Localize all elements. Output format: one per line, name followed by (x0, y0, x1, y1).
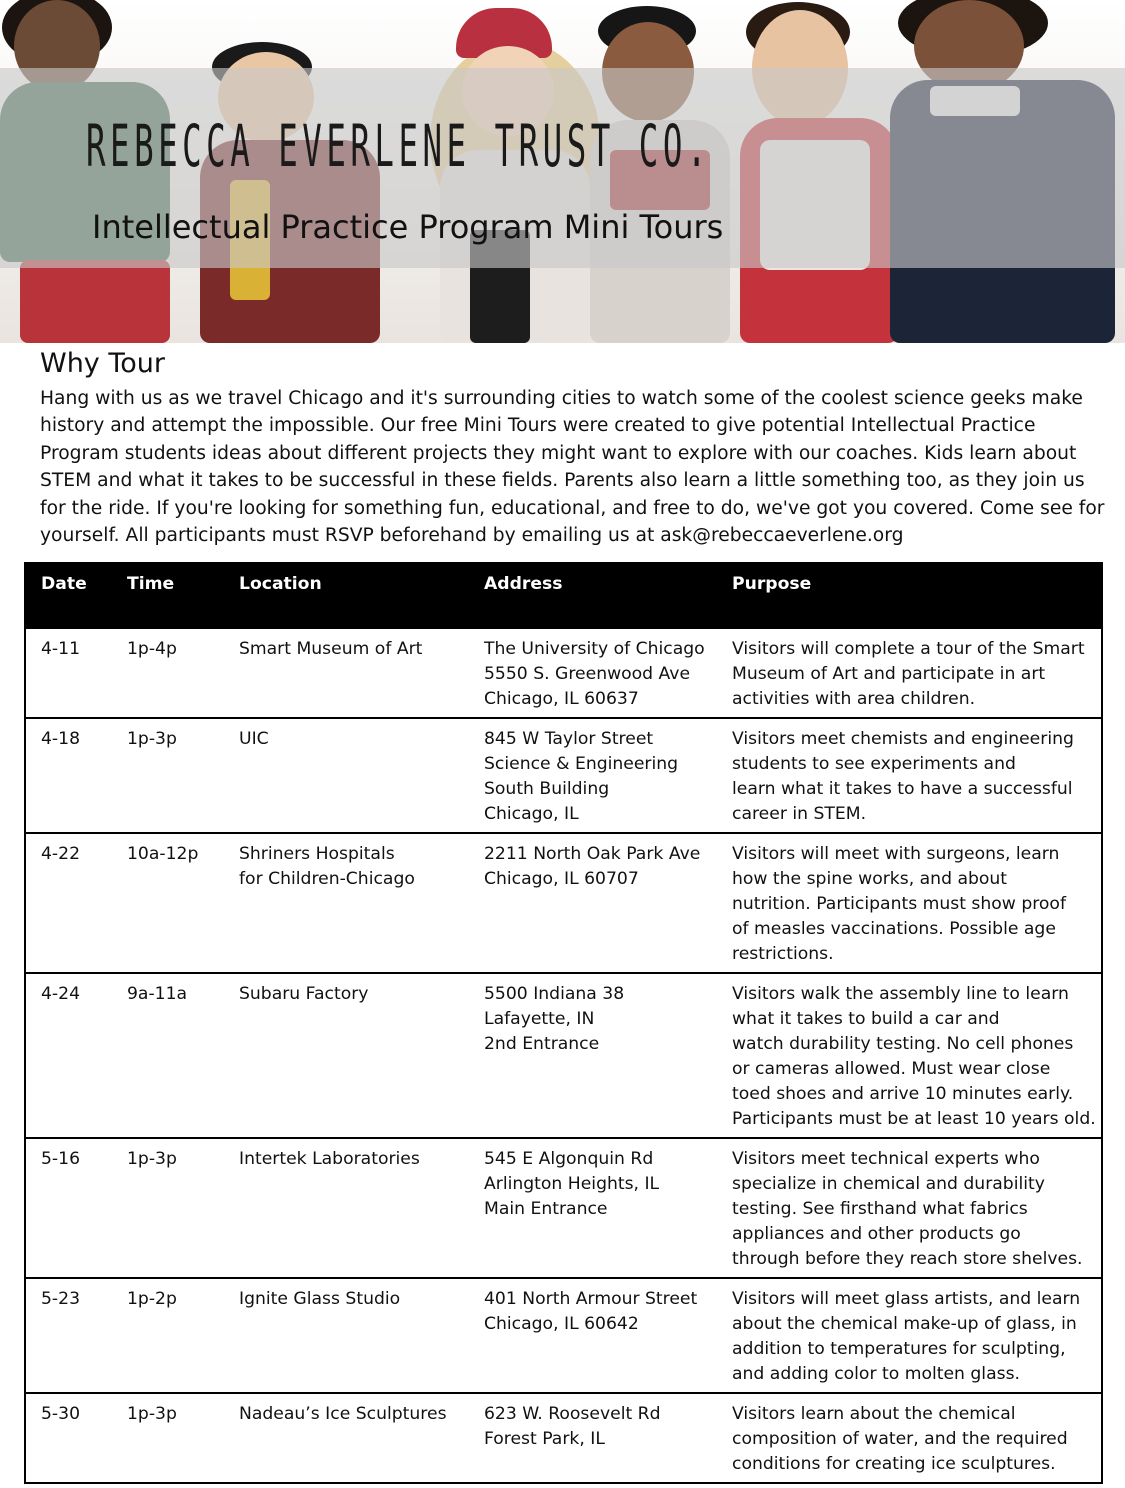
table-row (25, 628, 1102, 718)
tour-schedule-table (24, 562, 1103, 1484)
section-title: Why Tour (40, 348, 166, 379)
column-header-address: Address (469, 562, 717, 628)
cell-address-line: Lafayette, IN (484, 1009, 595, 1029)
cell-time: 1p-2p (112, 1278, 224, 1393)
cell-purpose-line: activities with area children. (732, 689, 976, 709)
cell-address-line: 623 W. Roosevelt Rd (484, 1404, 661, 1424)
cell-address (469, 973, 717, 1138)
cell-date: 5-23 (25, 1278, 112, 1393)
cell-purpose-line: toed shoes and arrive 10 minutes early. (732, 1084, 1074, 1104)
header-banner (0, 0, 1125, 343)
cell-purpose-line: Participants must be at least 10 years old. (732, 1109, 1096, 1129)
cell-purpose-line: about the chemical make-up of glass, in (732, 1314, 1077, 1334)
cell-time: 10a-12p (112, 833, 224, 973)
cell-address-line: Main Entrance (484, 1199, 608, 1219)
cell-purpose-line: students to see experiments and (732, 754, 1016, 774)
cell-location (224, 718, 469, 833)
cell-purpose-line: conditions for creating ice sculptures. (732, 1454, 1056, 1474)
cell-time: 1p-4p (112, 628, 224, 718)
cell-location-line: Subaru Factory (239, 984, 369, 1004)
cell-purpose-line: or cameras allowed. Must wear close (732, 1059, 1051, 1079)
cell-address (469, 628, 717, 718)
column-header-time: Time (112, 562, 224, 628)
cell-location (224, 1393, 469, 1483)
cell-purpose (717, 1278, 1102, 1393)
cell-address-line: Chicago, IL 60642 (484, 1314, 639, 1334)
cell-purpose (717, 718, 1102, 833)
cell-purpose (717, 1138, 1102, 1278)
cell-purpose-line: Visitors learn about the chemical (732, 1404, 1016, 1424)
intro-paragraph: Hang with us as we travel Chicago and it's surrounding cities to watch some of the coolest science geeks make history and attempt the impossible. Our free Mini Tours were created to give potential Intellectual Practice Program students ideas about different projects they might want to explore with our coaches. Kids learn about STEM and what it takes to be successful in these fields. Parents also learn a little something too, as they join us for the ride. If you're looking for something fun, educational, and free to do, we've got you covered. Come see for yourself. All participants must RSVP beforehand by emailing us at ask@rebeccaeverlene.org (40, 388, 1105, 547)
cell-purpose-line: specialize in chemical and durability (732, 1174, 1045, 1194)
cell-purpose-line: restrictions. (732, 944, 834, 964)
cell-location-line: Intertek Laboratories (239, 1149, 420, 1169)
cell-location (224, 973, 469, 1138)
cell-address-line: Chicago, IL 60707 (484, 869, 639, 889)
cell-location-line: for Children-Chicago (239, 869, 415, 889)
cell-address (469, 1393, 717, 1483)
cell-address-line: 401 North Armour Street (484, 1289, 698, 1309)
cell-address-line: 2211 North Oak Park Ave (484, 844, 701, 864)
page-subtitle: Intellectual Practice Program Mini Tours (92, 208, 724, 246)
cell-time: 1p-3p (112, 718, 224, 833)
cell-purpose-line: Visitors will meet glass artists, and learn (732, 1289, 1081, 1309)
cell-address-line: 2nd Entrance (484, 1034, 600, 1054)
table-row (25, 1278, 1102, 1393)
table-body (25, 628, 1102, 1483)
column-header-location: Location (224, 562, 469, 628)
cell-purpose-line: career in STEM. (732, 804, 867, 824)
cell-location (224, 833, 469, 973)
cell-purpose-line: learn what it takes to have a successful (732, 779, 1073, 799)
table-row (25, 718, 1102, 833)
cell-date: 5-16 (25, 1138, 112, 1278)
cell-purpose-line: composition of water, and the required (732, 1429, 1068, 1449)
cell-address-line: Arlington Heights, IL (484, 1174, 660, 1194)
cell-purpose-line: watch durability testing. No cell phones (732, 1034, 1074, 1054)
cell-location (224, 628, 469, 718)
cell-location (224, 1278, 469, 1393)
cell-address-line: Chicago, IL (484, 804, 579, 824)
cell-address (469, 718, 717, 833)
table-row (25, 1393, 1102, 1483)
cell-purpose-line: Visitors walk the assembly line to learn (732, 984, 1069, 1004)
cell-purpose-line: how the spine works, and about (732, 869, 1008, 889)
cell-address-line: 545 E Algonquin Rd (484, 1149, 654, 1169)
cell-location-line: Smart Museum of Art (239, 639, 423, 659)
cell-purpose-line: nutrition. Participants must show proof (732, 894, 1066, 914)
brand-title: REBECCA EVERLENE TRUST CO. (86, 112, 711, 180)
column-header-purpose: Purpose (717, 562, 1102, 628)
table-row (25, 833, 1102, 973)
cell-purpose (717, 973, 1102, 1138)
cell-purpose-line: testing. See firsthand what fabrics (732, 1199, 1028, 1219)
cell-address (469, 1138, 717, 1278)
cell-address-line: 845 W Taylor Street (484, 729, 654, 749)
cell-address-line: 5550 S. Greenwood Ave (484, 664, 691, 684)
cell-purpose-line: what it takes to build a car and (732, 1009, 1000, 1029)
cell-location-line: Nadeau’s Ice Sculptures (239, 1404, 447, 1424)
cell-purpose-line: appliances and other products go (732, 1224, 1021, 1244)
table-header-row (25, 562, 1102, 628)
cell-time: 1p-3p (112, 1138, 224, 1278)
cell-purpose-line: Museum of Art and participate in art (732, 664, 1046, 684)
cell-address-line: 5500 Indiana 38 (484, 984, 625, 1004)
cell-address (469, 1278, 717, 1393)
cell-time: 1p-3p (112, 1393, 224, 1483)
cell-purpose-line: through before they reach store shelves. (732, 1249, 1083, 1269)
cell-address-line: South Building (484, 779, 610, 799)
table-row (25, 1138, 1102, 1278)
cell-date: 4-18 (25, 718, 112, 833)
cell-purpose (717, 628, 1102, 718)
cell-purpose-line: Visitors meet technical experts who (732, 1149, 1040, 1169)
cell-address-line: Chicago, IL 60637 (484, 689, 639, 709)
cell-purpose (717, 833, 1102, 973)
cell-date: 5-30 (25, 1393, 112, 1483)
table-row (25, 973, 1102, 1138)
cell-time: 9a-11a (112, 973, 224, 1138)
cell-date: 4-11 (25, 628, 112, 718)
cell-purpose-line: Visitors will complete a tour of the Smart (732, 639, 1085, 659)
cell-location-line: Shriners Hospitals (239, 844, 395, 864)
cell-purpose-line: Visitors meet chemists and engineering (732, 729, 1074, 749)
cell-date: 4-24 (25, 973, 112, 1138)
cell-purpose-line: Visitors will meet with surgeons, learn (732, 844, 1060, 864)
cell-purpose-line: addition to temperatures for sculpting, (732, 1339, 1066, 1359)
column-header-date: Date (25, 562, 112, 628)
cell-purpose-line: of measles vaccinations. Possible age (732, 919, 1056, 939)
cell-address-line: The University of Chicago (484, 639, 705, 659)
cell-purpose (717, 1393, 1102, 1483)
cell-address-line: Forest Park, IL (484, 1429, 605, 1449)
cell-date: 4-22 (25, 833, 112, 973)
cell-location-line: UIC (239, 729, 269, 749)
cell-purpose-line: and adding color to molten glass. (732, 1364, 1020, 1384)
cell-address-line: Science & Engineering (484, 754, 679, 774)
cell-location-line: Ignite Glass Studio (239, 1289, 401, 1309)
cell-location (224, 1138, 469, 1278)
cell-address (469, 833, 717, 973)
